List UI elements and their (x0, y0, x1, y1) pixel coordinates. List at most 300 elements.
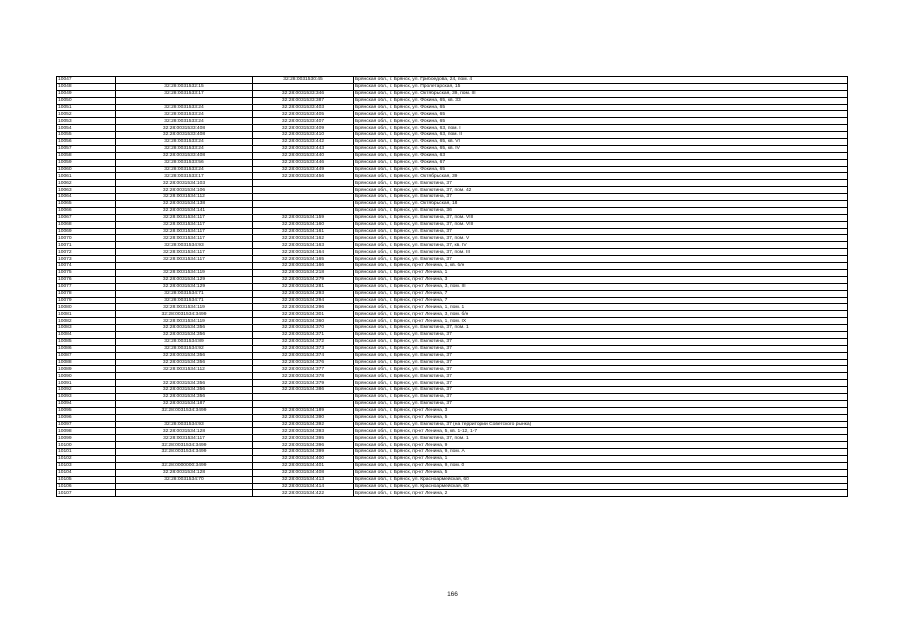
address-cell: Брянская обл., г. Брянск, ул. Грибоедова, 24, пом. 4 (354, 77, 848, 84)
object-cadastral-number-cell: 32:28:0031534:414 (253, 483, 354, 490)
table-row (57, 414, 848, 421)
land-cadastral-number-cell: 32:28:0031533:24 (116, 111, 253, 118)
object-cadastral-number-cell: 32:28:0031534:396 (253, 442, 354, 449)
land-cadastral-number-cell: 32:28:0031533:408 (116, 125, 253, 132)
land-cadastral-number-cell: 32:28:0031533:24 (116, 118, 253, 125)
table-row (57, 352, 848, 359)
address-cell: Брянская обл., г. Брянск, пр-кт Ленина, 3 (354, 407, 848, 414)
object-cadastral-number-cell: 32:28:0031534:159 (253, 214, 354, 221)
address-cell: Брянская обл., г. Брянск, пр-кт Ленина, 1, пом. IX (354, 318, 848, 325)
object-cadastral-number-cell (253, 180, 354, 187)
registry-table-body (57, 77, 848, 497)
land-cadastral-number-cell: 32:28:0031534:71 (116, 290, 253, 297)
land-cadastral-number-cell: 32:28:0031534:356 (116, 359, 253, 366)
object-cadastral-number-cell: 32:28:0031533:446 (253, 159, 354, 166)
table-row (57, 407, 848, 414)
address-cell: Брянская обл., г. Брянск, ул. Емлютина, 37 (на территории Советского рынка) (354, 421, 848, 428)
address-cell: Брянская обл., г. Брянск, ул. Емлютина, 37, пом. 1 (354, 325, 848, 332)
row-number-cell: 10061 (57, 173, 116, 180)
table-row (57, 455, 848, 462)
address-cell: Брянская обл., г. Брянск, ул. Октябрьская, 39 (354, 173, 848, 180)
land-cadastral-number-cell: 32:28:0031533:408 (116, 152, 253, 159)
row-number-cell: 10066 (57, 207, 116, 214)
row-number-cell: 10058 (57, 152, 116, 159)
row-number-cell: 10106 (57, 483, 116, 490)
land-cadastral-number-cell: 32:28:0031534:129 (116, 276, 253, 283)
land-cadastral-number-cell: 32:28:0031534:70 (116, 476, 253, 483)
row-number-cell: 10090 (57, 373, 116, 380)
land-cadastral-number-cell (116, 77, 253, 84)
row-number-cell: 10088 (57, 359, 116, 366)
land-cadastral-number-cell: 32:28:0031533:24 (116, 104, 253, 111)
row-number-cell: 10069 (57, 228, 116, 235)
land-cadastral-number-cell: 32:28:0031533:17 (116, 90, 253, 97)
address-cell: Брянская обл., г. Брянск, ул. Фокина, 63 (354, 152, 848, 159)
object-cadastral-number-cell: 32:28:0031534:281 (253, 283, 354, 290)
object-cadastral-number-cell: 32:28:0031533:449 (253, 166, 354, 173)
row-number-cell: 10057 (57, 145, 116, 152)
row-number-cell: 10097 (57, 421, 116, 428)
address-cell: Брянская обл., г. Брянск, ул. Емлютина, 37, пом. V (354, 235, 848, 242)
row-number-cell: 10101 (57, 449, 116, 456)
address-cell: Брянская обл., г. Брянск, пр-кт Ленина, 9, пом. А (354, 449, 848, 456)
object-cadastral-number-cell: 32:28:0031534:392 (253, 421, 354, 428)
address-cell: Брянская обл., г. Брянск, пр-кт Ленина, 5 (354, 414, 848, 421)
address-cell: Брянская обл., г. Брянск, ул. Емлютина, 37 (354, 359, 848, 366)
row-number-cell: 10070 (57, 235, 116, 242)
object-cadastral-number-cell: 32:28:0031534:371 (253, 331, 354, 338)
address-cell: Брянская обл., г. Брянск, ул. Фокина, 65, кв. VI (354, 139, 848, 146)
land-cadastral-number-cell: 32:28:0031533:24 (116, 145, 253, 152)
table-row (57, 159, 848, 166)
table-row (57, 152, 848, 159)
object-cadastral-number-cell: 32:28:0031534:162 (253, 235, 354, 242)
object-cadastral-number-cell: 32:28:0031533:443 (253, 145, 354, 152)
object-cadastral-number-cell: 32:28:0031533:403 (253, 104, 354, 111)
object-cadastral-number-cell: 32:28:0031534:370 (253, 325, 354, 332)
land-cadastral-number-cell (116, 455, 253, 462)
row-number-cell: 10049 (57, 90, 116, 97)
table-row (57, 235, 848, 242)
object-cadastral-number-cell: 32:28:0031534:401 (253, 462, 354, 469)
row-number-cell: 10076 (57, 276, 116, 283)
object-cadastral-number-cell: 32:28:0031533:387 (253, 97, 354, 104)
row-number-cell: 10105 (57, 476, 116, 483)
row-number-cell: 10047 (57, 77, 116, 84)
address-cell: Брянская обл., г. Брянск, пр-кт Ленина, 1, пом. 1 (354, 304, 848, 311)
object-cadastral-number-cell: 32:28:0031534:386 (253, 387, 354, 394)
land-cadastral-number-cell: 32:28:0031534:138 (116, 201, 253, 208)
table-row (57, 173, 848, 180)
address-cell: Брянская обл., г. Брянск, ул. Фокина, 65, кв. 33 (354, 97, 848, 104)
table-row (57, 214, 848, 221)
address-cell: Брянская обл., г. Брянск, ул. Емлютина, 37 (354, 256, 848, 263)
row-number-cell: 10068 (57, 221, 116, 228)
object-cadastral-number-cell: 32:28:0031534:164 (253, 249, 354, 256)
table-row (57, 256, 848, 263)
row-number-cell: 10102 (57, 455, 116, 462)
land-cadastral-number-cell: 32:28:0031533:17 (116, 173, 253, 180)
table-row (57, 139, 848, 146)
table-row (57, 325, 848, 332)
object-cadastral-number-cell: 32:28:0031533:456 (253, 173, 354, 180)
land-cadastral-number-cell: 32:28:0031534:117 (116, 214, 253, 221)
table-row (57, 207, 848, 214)
table-row (57, 483, 848, 490)
object-cadastral-number-cell (253, 400, 354, 407)
row-number-cell: 10096 (57, 414, 116, 421)
object-cadastral-number-cell: 32:28:0031534:279 (253, 276, 354, 283)
row-number-cell: 10099 (57, 435, 116, 442)
table-row (57, 125, 848, 132)
land-cadastral-number-cell: 32:28:0031534:356 (116, 325, 253, 332)
table-row (57, 469, 848, 476)
row-number-cell: 10060 (57, 166, 116, 173)
land-cadastral-number-cell: 32:28:0031534:356 (116, 393, 253, 400)
row-number-cell: 10077 (57, 283, 116, 290)
land-cadastral-number-cell: 32:28:0031534:356 (116, 352, 253, 359)
row-number-cell: 10063 (57, 187, 116, 194)
row-number-cell: 10098 (57, 428, 116, 435)
address-cell: Брянская обл., г. Брянск, ул. Фокина, 65 (354, 118, 848, 125)
object-cadastral-number-cell: 32:28:0031534:296 (253, 304, 354, 311)
object-cadastral-number-cell: 32:28:0031534:377 (253, 366, 354, 373)
table-row (57, 263, 848, 270)
address-cell: Брянская обл., г. Брянск, ул. Красноармейская, 60 (354, 476, 848, 483)
row-number-cell: 10053 (57, 118, 116, 125)
row-number-cell: 10087 (57, 352, 116, 359)
land-cadastral-number-cell: 32:28:0031534:356 (116, 387, 253, 394)
row-number-cell: 10048 (57, 83, 116, 90)
object-cadastral-number-cell: 32:28:0031533:410 (253, 132, 354, 139)
object-cadastral-number-cell: 32:28:0031534:372 (253, 338, 354, 345)
page-number: 166 (447, 591, 458, 598)
table-row (57, 118, 848, 125)
object-cadastral-number-cell: 32:28:0031534:360 (253, 318, 354, 325)
object-cadastral-number-cell (253, 83, 354, 90)
row-number-cell: 10056 (57, 139, 116, 146)
row-number-cell: 10082 (57, 318, 116, 325)
address-cell: Брянская обл., г. Брянск, ул. Емлютина, 37, пом. VIII (354, 221, 848, 228)
table-row (57, 428, 848, 435)
land-cadastral-number-cell: 32:28:0031534:117 (116, 256, 253, 263)
address-cell: Брянская обл., г. Брянск, ул. Емлютина, 37 (354, 393, 848, 400)
land-cadastral-number-cell (116, 97, 253, 104)
object-cadastral-number-cell: 32:28:0031533:346 (253, 90, 354, 97)
table-row (57, 421, 848, 428)
table-row (57, 387, 848, 394)
address-cell: Брянская обл., г. Брянск, ул. Емлютина, 37 (354, 345, 848, 352)
land-cadastral-number-cell: 32:28:0031534:71 (116, 297, 253, 304)
row-number-cell: 10100 (57, 442, 116, 449)
address-cell: Брянская обл., г. Брянск, ул. Октябрьская, 18 (354, 201, 848, 208)
address-cell: Брянская обл., г. Брянск, ул. Пролетарская, 15 (354, 83, 848, 90)
land-cadastral-number-cell: 32:28:0031534:93 (116, 421, 253, 428)
table-row (57, 290, 848, 297)
address-cell: Брянская обл., г. Брянск, пр-кт Ленина, 5 (354, 469, 848, 476)
object-cadastral-number-cell (253, 207, 354, 214)
object-cadastral-number-cell: 32:28:0031534:395 (253, 435, 354, 442)
table-row (57, 269, 848, 276)
land-cadastral-number-cell: 32:28:0031534:119 (116, 304, 253, 311)
object-cadastral-number-cell: 32:28:0031534:379 (253, 380, 354, 387)
address-cell: Брянская обл., г. Брянск, пр-кт Ленина, 3 (354, 276, 848, 283)
land-cadastral-number-cell: 32:28:0031534:112 (116, 194, 253, 201)
table-row (57, 97, 848, 104)
land-cadastral-number-cell: 32:28:0031534:129 (116, 283, 253, 290)
table-row (57, 366, 848, 373)
object-cadastral-number-cell: 32:28:0031533:409 (253, 125, 354, 132)
land-cadastral-number-cell: 32:28:0031534:112 (116, 366, 253, 373)
object-cadastral-number-cell: 32:28:0031534:165 (253, 256, 354, 263)
table-row (57, 318, 848, 325)
land-cadastral-number-cell: 32:28:0031533:408 (116, 132, 253, 139)
object-cadastral-number-cell: 32:28:0031534:294 (253, 297, 354, 304)
object-cadastral-number-cell: 32:28:0031534:393 (253, 428, 354, 435)
address-cell: Брянская обл., г. Брянск, пр-кт Ленина, 3, пом. III (354, 283, 848, 290)
address-cell: Брянская обл., г. Брянск, ул. Емлютина, 37 (354, 180, 848, 187)
object-cadastral-number-cell: 32:28:0031534:189 (253, 407, 354, 414)
row-number-cell: 10081 (57, 311, 116, 318)
land-cadastral-number-cell: 32:28:0031534:3499 (116, 407, 253, 414)
row-number-cell: 10085 (57, 338, 116, 345)
address-cell: Брянская обл., г. Брянск, пр-кт Ленина, 5, кв. 1-12, 1-7 (354, 428, 848, 435)
object-cadastral-number-cell: 32:28:0031534:160 (253, 221, 354, 228)
address-cell: Брянская обл., г. Брянск, ул. Емлютина, 37 (354, 400, 848, 407)
land-cadastral-number-cell: 32:28:0031534:356 (116, 380, 253, 387)
table-row (57, 476, 848, 483)
address-cell: Брянская обл., г. Брянск, ул. Емлютина, 37 (354, 373, 848, 380)
object-cadastral-number-cell: 32:28:0031534:408 (253, 469, 354, 476)
row-number-cell: 10067 (57, 214, 116, 221)
table-row (57, 338, 848, 345)
table-row (57, 393, 848, 400)
table-row (57, 449, 848, 456)
land-cadastral-number-cell (116, 490, 253, 497)
address-cell: Брянская обл., г. Брянск, ул. Емлютина, 37 (354, 194, 848, 201)
object-cadastral-number-cell: 32:28:0031534:293 (253, 290, 354, 297)
land-cadastral-number-cell (116, 483, 253, 490)
table-row (57, 345, 848, 352)
address-cell: Брянская обл., г. Брянск, ул. Емлютина, 37 (354, 338, 848, 345)
object-cadastral-number-cell: 32:28:0031533:407 (253, 118, 354, 125)
table-row (57, 242, 848, 249)
object-cadastral-number-cell: 32:28:0031534:399 (253, 449, 354, 456)
row-number-cell: 10095 (57, 407, 116, 414)
land-cadastral-number-cell: 32:28:0031534:106 (116, 187, 253, 194)
address-cell: Брянская обл., г. Брянск, пр-кт Ленина, 9 (354, 442, 848, 449)
row-number-cell: 10054 (57, 125, 116, 132)
land-cadastral-number-cell: 32:28:0031534:89 (116, 338, 253, 345)
land-cadastral-number-cell: 32:28:0031534:187 (116, 400, 253, 407)
table-row (57, 132, 848, 139)
land-cadastral-number-cell: 32:28:0031534:119 (116, 318, 253, 325)
address-cell: Брянская обл., г. Брянск, пр-кт Ленина, 7 (354, 290, 848, 297)
address-cell: Брянская обл., г. Брянск, ул. Фокина, 65 (354, 104, 848, 111)
table-row (57, 145, 848, 152)
table-row (57, 201, 848, 208)
land-cadastral-number-cell: 32:28:0031534:128 (116, 469, 253, 476)
object-cadastral-number-cell: 32:28:0031534:301 (253, 311, 354, 318)
address-cell: Брянская обл., г. Брянск, ул. Емлютина, 37, пом. 1 (354, 435, 848, 442)
address-cell: Брянская обл., г. Брянск, ул. Фокина, 65 (354, 166, 848, 173)
address-cell: Брянская обл., г. Брянск, ул. Фокина, 65 (354, 111, 848, 118)
table-row (57, 111, 848, 118)
address-cell: Брянская обл., г. Брянск, ул. Емлютина, 37 (354, 387, 848, 394)
registry-table (56, 76, 848, 497)
address-cell: Брянская обл., г. Брянск, ул. Емлютина, 37 (354, 331, 848, 338)
object-cadastral-number-cell: 32:28:0031533:442 (253, 139, 354, 146)
table-row (57, 90, 848, 97)
row-number-cell: 10080 (57, 304, 116, 311)
row-number-cell: 10062 (57, 180, 116, 187)
address-cell: Брянская обл., г. Брянск, ул. Емлютина, 37 (354, 380, 848, 387)
row-number-cell: 10089 (57, 366, 116, 373)
row-number-cell: 10052 (57, 111, 116, 118)
object-cadastral-number-cell (253, 201, 354, 208)
row-number-cell: 10078 (57, 290, 116, 297)
address-cell: Брянская обл., г. Брянск, ул. Емлютина, 37, кв. IV (354, 242, 848, 249)
row-number-cell: 10073 (57, 256, 116, 263)
land-cadastral-number-cell: 32:28:0031534:103 (116, 180, 253, 187)
object-cadastral-number-cell: 32:28:0031534:374 (253, 352, 354, 359)
land-cadastral-number-cell (116, 263, 253, 270)
row-number-cell: 10092 (57, 387, 116, 394)
row-number-cell: 10086 (57, 345, 116, 352)
row-number-cell: 10103 (57, 462, 116, 469)
land-cadastral-number-cell: 32:28:0031534:119 (116, 269, 253, 276)
table-row (57, 83, 848, 90)
land-cadastral-number-cell: 32:28:0031534:128 (116, 428, 253, 435)
object-cadastral-number-cell: 32:28:0031534:378 (253, 373, 354, 380)
land-cadastral-number-cell: 32:28:0000000:3499 (116, 462, 253, 469)
address-cell: Брянская обл., г. Брянск, пр-кт Ленина, 9, пом. 0 (354, 462, 848, 469)
land-cadastral-number-cell: 32:28:0031534:3499 (116, 449, 253, 456)
address-cell: Брянская обл., г. Брянск, ул. Емлютина, 37, пом. 42 (354, 187, 848, 194)
object-cadastral-number-cell (253, 194, 354, 201)
table-row (57, 304, 848, 311)
land-cadastral-number-cell: 32:28:0031534:93 (116, 242, 253, 249)
row-number-cell: 10104 (57, 469, 116, 476)
object-cadastral-number-cell: 32:28:0031533:405 (253, 111, 354, 118)
address-cell: Брянская обл., г. Брянск, пр-кт Ленина, 7 (354, 297, 848, 304)
table-row (57, 283, 848, 290)
object-cadastral-number-cell: 32:28:0031534:373 (253, 345, 354, 352)
object-cadastral-number-cell (253, 393, 354, 400)
row-number-cell: 10083 (57, 325, 116, 332)
table-row (57, 373, 848, 380)
table-row (57, 311, 848, 318)
land-cadastral-number-cell: 32:28:0031534:117 (116, 221, 253, 228)
table-row (57, 380, 848, 387)
land-cadastral-number-cell: 32:28:0031533:24 (116, 139, 253, 146)
land-cadastral-number-cell: 32:28:0031534:356 (116, 331, 253, 338)
row-number-cell: 10094 (57, 400, 116, 407)
address-cell: Брянская обл., г. Брянск, ул. Емлютина, 37 (354, 352, 848, 359)
row-number-cell: 10064 (57, 194, 116, 201)
row-number-cell: 10055 (57, 132, 116, 139)
address-cell: Брянская обл., г. Брянск, ул. Емлютина, 37 (354, 228, 848, 235)
row-number-cell: 10074 (57, 263, 116, 270)
object-cadastral-number-cell (253, 187, 354, 194)
address-cell: Брянская обл., г. Брянск, ул. Емлютина, 37 (354, 366, 848, 373)
table-row (57, 194, 848, 201)
object-cadastral-number-cell: 32:28:0031534:376 (253, 359, 354, 366)
land-cadastral-number-cell: 32:28:0031534:141 (116, 207, 253, 214)
row-number-cell: 10072 (57, 249, 116, 256)
row-number-cell: 10093 (57, 393, 116, 400)
land-cadastral-number-cell (116, 414, 253, 421)
table-row (57, 400, 848, 407)
object-cadastral-number-cell: 32:28:0031534:422 (253, 490, 354, 497)
address-cell: Брянская обл., г. Брянск, пр-кт Ленина, 3, пом. б/н (354, 311, 848, 318)
address-cell: Брянская обл., г. Брянск, ул. Фокина, 63, пом. II (354, 132, 848, 139)
table-row (57, 359, 848, 366)
object-cadastral-number-cell: 32:28:0031534:400 (253, 455, 354, 462)
land-cadastral-number-cell: 32:28:0031534:92 (116, 345, 253, 352)
table-row (57, 166, 848, 173)
row-number-cell: 10091 (57, 380, 116, 387)
table-row (57, 104, 848, 111)
land-cadastral-number-cell: 32:28:0031534:117 (116, 235, 253, 242)
table-row (57, 180, 848, 187)
table-row (57, 276, 848, 283)
table-row (57, 435, 848, 442)
address-cell: Брянская обл., г. Брянск, ул. Емлютина, 37, пом. III (354, 249, 848, 256)
row-number-cell: 10075 (57, 269, 116, 276)
row-number-cell: 10050 (57, 97, 116, 104)
row-number-cell: 10107 (57, 490, 116, 497)
object-cadastral-number-cell: 32:28:0031534:161 (253, 228, 354, 235)
land-cadastral-number-cell: 32:28:0031533:24 (116, 166, 253, 173)
row-number-cell: 10079 (57, 297, 116, 304)
land-cadastral-number-cell: 32:28:0031534:117 (116, 249, 253, 256)
land-cadastral-number-cell (116, 373, 253, 380)
table-row (57, 490, 848, 497)
object-cadastral-number-cell: 32:28:0031534:390 (253, 414, 354, 421)
address-cell: Брянская обл., г. Брянск, ул. Фокина, 67 (354, 159, 848, 166)
address-cell: Брянская обл., г. Брянск, ул. Емлютина, 37, пом. VIII (354, 214, 848, 221)
object-cadastral-number-cell: 32:28:0031533:440 (253, 152, 354, 159)
land-cadastral-number-cell: 32:28:0031534:117 (116, 228, 253, 235)
land-cadastral-number-cell: 32:28:0031534:117 (116, 435, 253, 442)
row-number-cell: 10065 (57, 201, 116, 208)
land-cadastral-number-cell: 32:28:0031534:3499 (116, 311, 253, 318)
address-cell: Брянская обл., г. Брянск, пр-кт Ленина, 1, кв. б/н (354, 263, 848, 270)
land-cadastral-number-cell: 32:28:0031533:56 (116, 159, 253, 166)
address-cell: Брянская обл., г. Брянск, пр-кт Ленина, 1 (354, 455, 848, 462)
table-row (57, 442, 848, 449)
table-row (57, 297, 848, 304)
object-cadastral-number-cell: 32:28:0031534:163 (253, 242, 354, 249)
object-cadastral-number-cell: 32:28:0031534:218 (253, 269, 354, 276)
address-cell: Брянская обл., г. Брянск, ул. Красноармейская, 60 (354, 483, 848, 490)
address-cell: Брянская обл., г. Брянск, пр-кт Ленина, 2 (354, 490, 848, 497)
table-row (57, 331, 848, 338)
table-row (57, 249, 848, 256)
address-cell: Брянская обл., г. Брянск, ул. Фокина, 65, кв. IV (354, 145, 848, 152)
object-cadastral-number-cell: 32:28:0031530:45 (253, 77, 354, 84)
table-row (57, 77, 848, 84)
object-cadastral-number-cell: 32:28:0031534:413 (253, 476, 354, 483)
row-number-cell: 10071 (57, 242, 116, 249)
row-number-cell: 10059 (57, 159, 116, 166)
row-number-cell: 10051 (57, 104, 116, 111)
land-cadastral-number-cell: 32:28:0031534:3499 (116, 442, 253, 449)
land-cadastral-number-cell: 32:28:0031532:15 (116, 83, 253, 90)
address-cell: Брянская обл., г. Брянск, пр-кт Ленина, 1 (354, 269, 848, 276)
address-cell: Брянская обл., г. Брянск, ул. Фокина, 63, пом. I (354, 125, 848, 132)
